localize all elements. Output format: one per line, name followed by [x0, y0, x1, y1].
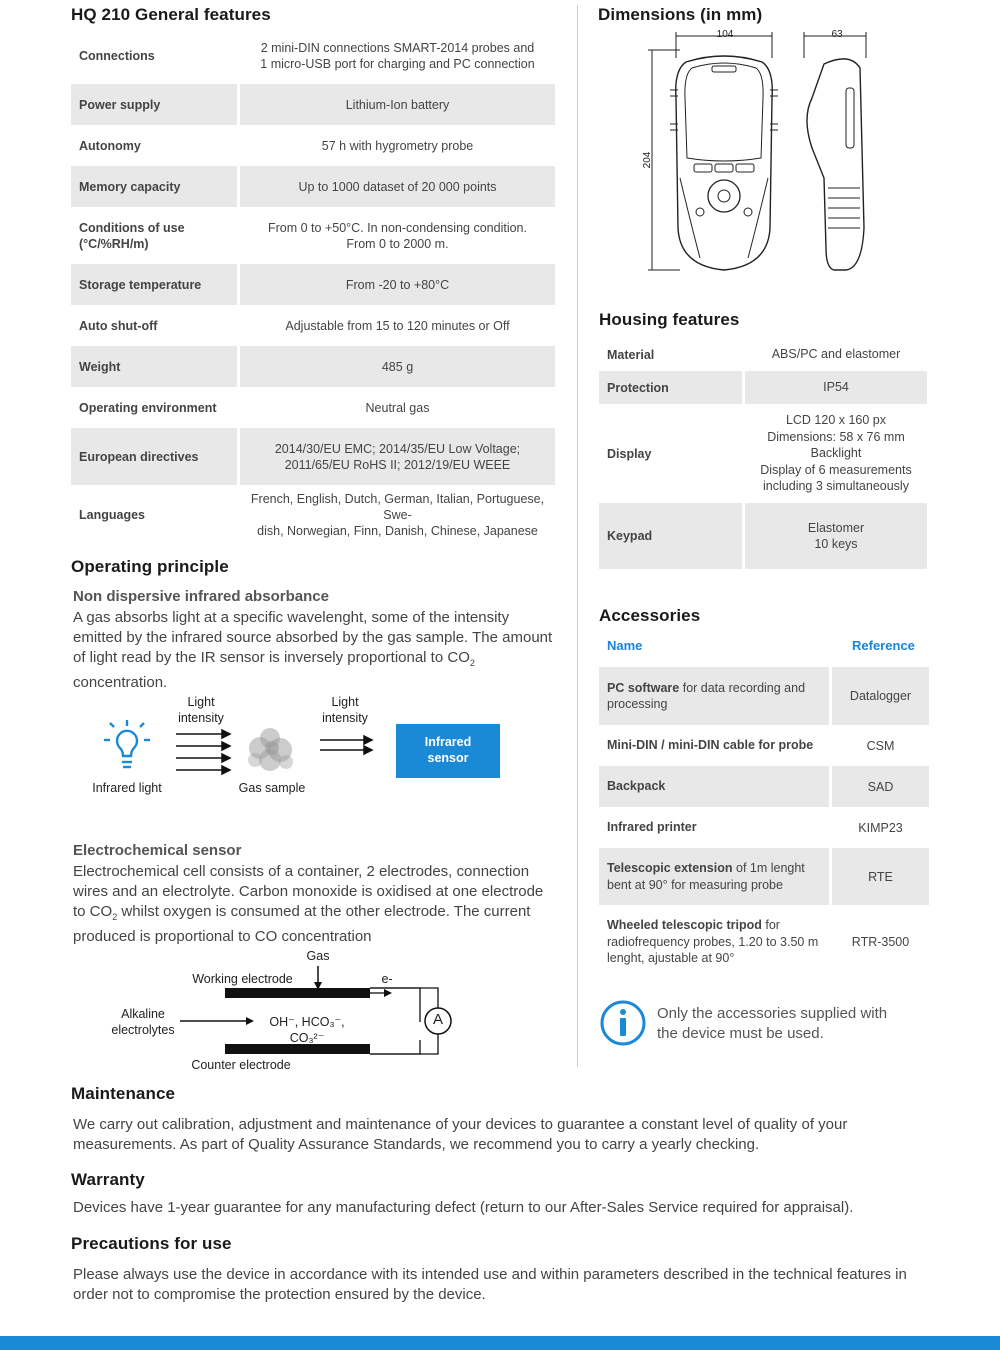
footer-accent-bar — [0, 1336, 1000, 1350]
ions-label: OH⁻, HCO₃⁻, CO₃²⁻ — [269, 1015, 345, 1045]
gas-cloud-icon — [248, 728, 293, 771]
row-value: 485 g — [240, 346, 555, 387]
accessory-name: PC software for data recording and processing — [599, 667, 829, 725]
accessory-reference: KIMP23 — [858, 820, 903, 835]
row-label: Autonomy — [79, 138, 141, 153]
row-value: From 0 to +50°C. In non-condensing condition. From 0 to 2000 m. — [268, 220, 527, 251]
dimension-depth-label: 63 — [831, 29, 843, 40]
accessories-note: Only the accessories supplied with the device must be used. — [657, 1005, 888, 1042]
infrared-sensor-box: Infrared sensor — [396, 724, 500, 778]
row-label: Conditions of use (°C/%RH/m) — [79, 220, 185, 251]
row-value: 57 h with hygrometry probe — [321, 138, 474, 153]
device-dimension-drawing — [640, 28, 880, 278]
row-value: Lithium-Ion battery — [240, 84, 555, 125]
table-row — [71, 428, 555, 485]
row-value: From -20 to +80°C — [240, 264, 555, 305]
table-row — [71, 387, 555, 428]
table-row — [71, 166, 555, 207]
maintenance-title: Maintenance — [71, 1084, 176, 1103]
housing-features-title: Housing features — [599, 310, 740, 329]
accessory-name: Wheeled telescopic tripod for radiofrequency probes, 1.20 to 3.50 m lenght, ajustable at 90° — [607, 918, 819, 966]
light-arrows — [176, 730, 230, 774]
table-row — [71, 27, 555, 84]
counter-electrode-label: Counter electrode — [191, 1058, 291, 1072]
table-row — [599, 905, 929, 979]
infrared-light-label: Infrared light — [92, 781, 162, 795]
precautions-text: Please always use the device in accordance with its intended use and within parameters described in the technical features in order not to compromise the protection ensured by the device. — [73, 1266, 907, 1303]
gas-label: Gas — [306, 949, 330, 963]
accessory-reference: RTE — [832, 848, 929, 905]
row-value: French, English, Dutch, German, Italian, Portuguese, Swe- dish, Norwegian, Finn, Danish, Chinese, Japanese — [250, 492, 545, 538]
row-label: Weight — [71, 346, 237, 387]
ndir-paragraph: A gas absorbs light at a specific wavelenght, some of the intensity emitted by the infrared source absorbed by the gas sample. The amount of light read by the IR sensor is inversely proportional to $CO_2$ concentration. — [73, 609, 553, 691]
dimension-width-label: 104 — [716, 29, 734, 40]
row-value: LCD 120 x 160 px Dimensions: 58 x 76 mm Backlight Display of 6 measurements including 3 simultaneously — [760, 413, 912, 494]
table-row — [71, 346, 555, 387]
accessories-reference-header: Reference — [852, 638, 915, 653]
row-label: Memory capacity — [71, 166, 237, 207]
accessory-name: Infrared printer — [607, 820, 697, 835]
warranty-text: Devices have 1-year guarantee for any manufacturing defect (return to our After-Sales Service required for appraisal). — [73, 1199, 854, 1216]
dimension-height-label: 204 — [642, 151, 653, 169]
row-value: IP54 — [745, 371, 927, 404]
light-intensity-label: Light intensity — [322, 695, 368, 725]
table-row — [71, 207, 555, 264]
row-value: Up to 1000 dataset of 20 000 points — [240, 166, 555, 207]
accessories-title: Accessories — [599, 606, 701, 625]
alkaline-electrolytes-label: Alkaline electrolytes — [111, 1007, 175, 1037]
row-value: Neutral gas — [365, 400, 430, 415]
table-row — [71, 264, 555, 305]
table-row — [599, 807, 929, 848]
accessory-reference: Datalogger — [832, 667, 929, 725]
table-row — [599, 338, 927, 371]
accessories-name-header: Name — [607, 638, 643, 653]
row-label: Keypad — [599, 503, 742, 569]
table-row — [599, 848, 929, 905]
accessory-reference: CSM — [866, 738, 895, 753]
echem-paragraph: Electrochemical cell consists of a container, 2 electrodes, connection wires and an electrolyte. Carbon monoxide is oxidised at one electrode to $CO_2$ whilst oxygen is consumed at the other electrode. The current produced is proportional to CO concentration — [73, 863, 544, 945]
row-label: Operating environment — [79, 400, 217, 415]
info-icon — [599, 999, 647, 1047]
row-value: 2 mini-DIN connections SMART-2014 probes and 1 micro-USB port for charging and PC connection — [260, 40, 535, 71]
row-label: Power supply — [71, 84, 237, 125]
table-row — [71, 125, 555, 166]
row-label: Auto shut-off — [79, 318, 158, 333]
table-row — [599, 371, 927, 404]
row-label: Protection — [599, 371, 742, 404]
accessory-reference: SAD — [832, 766, 929, 807]
row-label: Display — [607, 446, 652, 461]
column-divider — [577, 5, 578, 1067]
table-row — [599, 766, 929, 807]
general-features-title: HQ 210 General features — [71, 5, 271, 24]
row-label: Material — [607, 347, 655, 362]
ammeter-label: A — [432, 1011, 443, 1028]
table-row — [71, 84, 555, 125]
row-label: Storage temperature — [71, 264, 237, 305]
table-row — [599, 503, 927, 569]
table-row — [599, 404, 927, 503]
accessory-name: Telescopic extension of 1m lenght bent at 90° for measuring probe — [599, 848, 829, 905]
row-value: ABS/PC and elastomer — [771, 347, 901, 362]
gas-sample-label: Gas sample — [238, 781, 306, 795]
table-row — [599, 725, 929, 766]
row-label: Languages — [79, 508, 145, 522]
lightbulb-icon — [104, 720, 150, 767]
accessory-name: Mini-DIN / mini-DIN cable for probe — [607, 738, 814, 753]
ndir-subtitle: Non dispersive infrared absorbance — [73, 588, 329, 605]
accessory-reference: RTR-3500 — [851, 935, 910, 949]
maintenance-text: We carry out calibration, adjustment and maintenance of your devices to guarantee a constant level of quality of your measurements. As part of Quality Assurance Standards, we recommend you to carry a yearly checking. — [73, 1116, 848, 1153]
row-label: Connections — [79, 48, 155, 63]
row-value: Elastomer 10 keys — [745, 503, 927, 569]
dimensions-title: Dimensions (in mm) — [598, 5, 763, 24]
attenuated-arrows — [320, 736, 372, 754]
light-intensity-label: Light intensity — [178, 695, 224, 725]
row-value: Adjustable from 15 to 120 minutes or Off — [285, 318, 510, 333]
row-label: European directives — [71, 428, 237, 485]
operating-principle-title: Operating principle — [71, 557, 229, 576]
table-row — [71, 305, 555, 346]
accessory-name: Backpack — [599, 766, 829, 807]
electron-label: e- — [381, 972, 393, 986]
working-electrode-label: Working electrode — [192, 972, 293, 986]
precautions-title: Precautions for use — [71, 1234, 232, 1253]
table-row — [599, 667, 929, 725]
table-row — [71, 485, 555, 545]
warranty-title: Warranty — [71, 1170, 145, 1189]
row-value: 2014/30/EU EMC; 2014/35/EU Low Voltage; 2011/65/EU RoHS II; 2012/19/EU WEEE — [240, 428, 555, 485]
echem-subtitle: Electrochemical sensor — [73, 842, 242, 859]
